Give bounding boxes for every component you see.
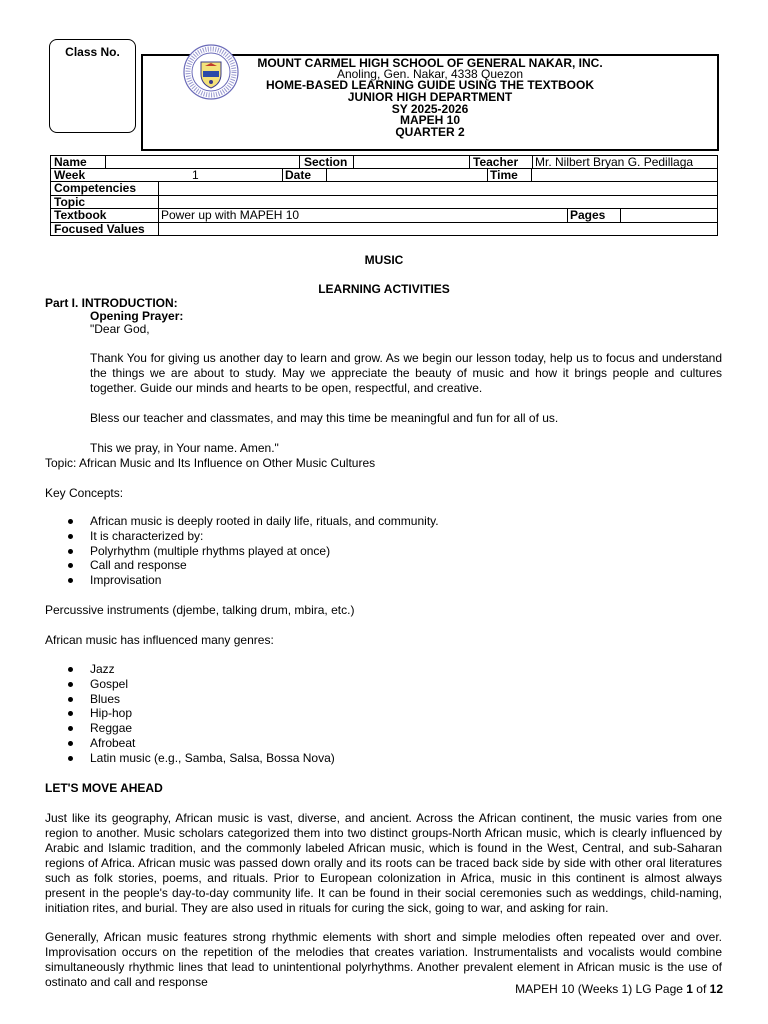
school-name: MOUNT CARMEL HIGH SCHOOL OF GENERAL NAKAR, INC. bbox=[257, 56, 603, 70]
teacher-label: Teacher bbox=[473, 155, 519, 169]
info-row-values bbox=[50, 223, 718, 237]
bullet-icon bbox=[68, 682, 73, 687]
key-concepts-label: Key Concepts: bbox=[45, 486, 124, 500]
part-one-heading: Part I. INTRODUCTION: bbox=[45, 296, 178, 310]
key-concepts-list bbox=[68, 514, 439, 588]
textbook-label: Textbook bbox=[54, 208, 107, 222]
info-row-week bbox=[50, 169, 718, 183]
week-value: 1 bbox=[192, 167, 199, 182]
textbook-value: Power up with MAPEH 10 bbox=[161, 208, 300, 222]
footer-of: of bbox=[692, 982, 710, 996]
list-item: Jazz bbox=[68, 662, 335, 677]
time-label: Time bbox=[490, 167, 518, 182]
student-info-table bbox=[50, 155, 718, 236]
date-label: Date bbox=[285, 167, 312, 182]
list-item: Blues bbox=[68, 692, 335, 707]
footer-prefix: MAPEH 10 (Weeks 1) LG Page bbox=[515, 982, 687, 996]
school-year: SY 2025-2026 bbox=[391, 102, 469, 116]
move-ahead-heading: LET'S MOVE AHEAD bbox=[45, 781, 163, 795]
influence-label: African music has influenced many genres: bbox=[45, 633, 274, 647]
list-item: Afrobeat bbox=[68, 736, 335, 751]
focused-values-label: Focused Values bbox=[54, 221, 145, 236]
list-item: Hip-hop bbox=[68, 706, 335, 721]
bullet-icon bbox=[68, 756, 73, 761]
section-title: MUSIC bbox=[364, 253, 404, 267]
bullet-icon bbox=[68, 563, 73, 568]
bullet-icon bbox=[68, 519, 73, 524]
guide-title: HOME-BASED LEARNING GUIDE USING THE TEXTBOOK bbox=[265, 78, 594, 92]
bullet-icon bbox=[68, 578, 73, 583]
opening-prayer-heading: Opening Prayer: bbox=[90, 309, 184, 323]
quarter: QUARTER 2 bbox=[395, 125, 465, 139]
bullet-icon bbox=[68, 667, 73, 672]
competencies-label: Competencies bbox=[54, 181, 137, 195]
body-paragraph-2: Generally, African music features strong rhythmic elements with short and simple melodies often repeated over and over. Improvisation occurs on the repetition of the melodies that creates variation. Instrumentalists and vocalists would combine simultaneously rhythmic lines that lead to unintentional polyrhythms. Another prevalent element in African music is the use of ostinato and call and response bbox=[45, 930, 722, 989]
list-item: African music is deeply rooted in daily life, rituals, and community. bbox=[68, 514, 439, 529]
info-row-textbook bbox=[50, 209, 718, 223]
prayer-paragraph-3: This we pray, in Your name. Amen." bbox=[90, 441, 279, 455]
list-item: Reggae bbox=[68, 721, 335, 736]
bullet-icon bbox=[68, 711, 73, 716]
footer-page-total: 12 bbox=[709, 982, 723, 996]
percussive-instruments-line: Percussive instruments (djembe, talking drum, mbira, etc.) bbox=[45, 603, 355, 617]
prayer-greeting: "Dear God, bbox=[90, 322, 150, 336]
list-item: Gospel bbox=[68, 677, 335, 692]
name-label: Name bbox=[54, 155, 87, 169]
info-row-competencies bbox=[50, 182, 718, 196]
list-item: It is characterized by: bbox=[68, 529, 439, 544]
footer-page-number: 1 bbox=[686, 982, 693, 996]
list-item: Polyrhythm (multiple rhythms played at once) bbox=[68, 544, 439, 559]
info-row-name bbox=[50, 155, 718, 169]
class-number-label: Class No. bbox=[65, 45, 120, 59]
genres-list bbox=[68, 662, 335, 766]
bullet-icon bbox=[68, 534, 73, 539]
activities-title: LEARNING ACTIVITIES bbox=[318, 282, 450, 296]
bullet-icon bbox=[68, 726, 73, 731]
week-label: Week bbox=[54, 167, 86, 182]
school-address: Anoling, Gen. Nakar, 4338 Quezon bbox=[336, 67, 524, 81]
bullet-icon bbox=[68, 741, 73, 746]
info-row-topic bbox=[50, 196, 718, 210]
bullet-icon bbox=[68, 549, 73, 554]
pages-label: Pages bbox=[570, 208, 606, 222]
body-paragraph-1: Just like its geography, African music is vast, diverse, and ancient. Across the African continent, the music varies from one region to another. Music scholars categorized them into two distinct groups-North African music, which is clearly influenced by Arabic and Islamic tradition, and the commonly labeled African music, which is found in the West, Central, and sub-Saharan regions of Africa. African music was passed down orally and its roots can be traced back side by side with other oral literatures such as folk stories, poems, and rituals. Prior to European colonization in Africa, music in this continent is almost always present in the people's day-to-day community life. It can be found in their social ceremonies such as weddings, child-naming, initiation rites, and burial. They are also used in rituals for curing the sick, going to war, and asking for rain. bbox=[45, 811, 722, 915]
list-item: Latin music (e.g., Samba, Salsa, Bossa Nova) bbox=[68, 751, 335, 766]
list-item: Improvisation bbox=[68, 573, 439, 588]
teacher-value: Mr. Nilbert Bryan G. Pedillaga bbox=[535, 155, 694, 169]
school-header bbox=[141, 54, 719, 151]
bullet-icon bbox=[68, 697, 73, 702]
topic-line: Topic: African Music and Its Influence on Other Music Cultures bbox=[45, 456, 376, 470]
department: JUNIOR HIGH DEPARTMENT bbox=[347, 90, 513, 104]
class-number-box bbox=[49, 39, 136, 133]
list-item: Call and response bbox=[68, 558, 439, 573]
page-footer bbox=[515, 982, 723, 996]
prayer-paragraph-2: Bless our teacher and classmates, and may this time be meaningful and fun for all of us. bbox=[90, 411, 559, 425]
section-label: Section bbox=[304, 155, 348, 169]
subject: MAPEH 10 bbox=[399, 113, 461, 127]
prayer-paragraph-1: Thank You for giving us another day to learn and grow. As we begin our lesson today, help us to focus and understand the things we are about to study. May we appreciate the beauty of music and how it brings people and cultures together. Guide our minds and hearts to be open, respectful, and creative. bbox=[90, 351, 722, 395]
topic-label: Topic bbox=[54, 194, 86, 209]
